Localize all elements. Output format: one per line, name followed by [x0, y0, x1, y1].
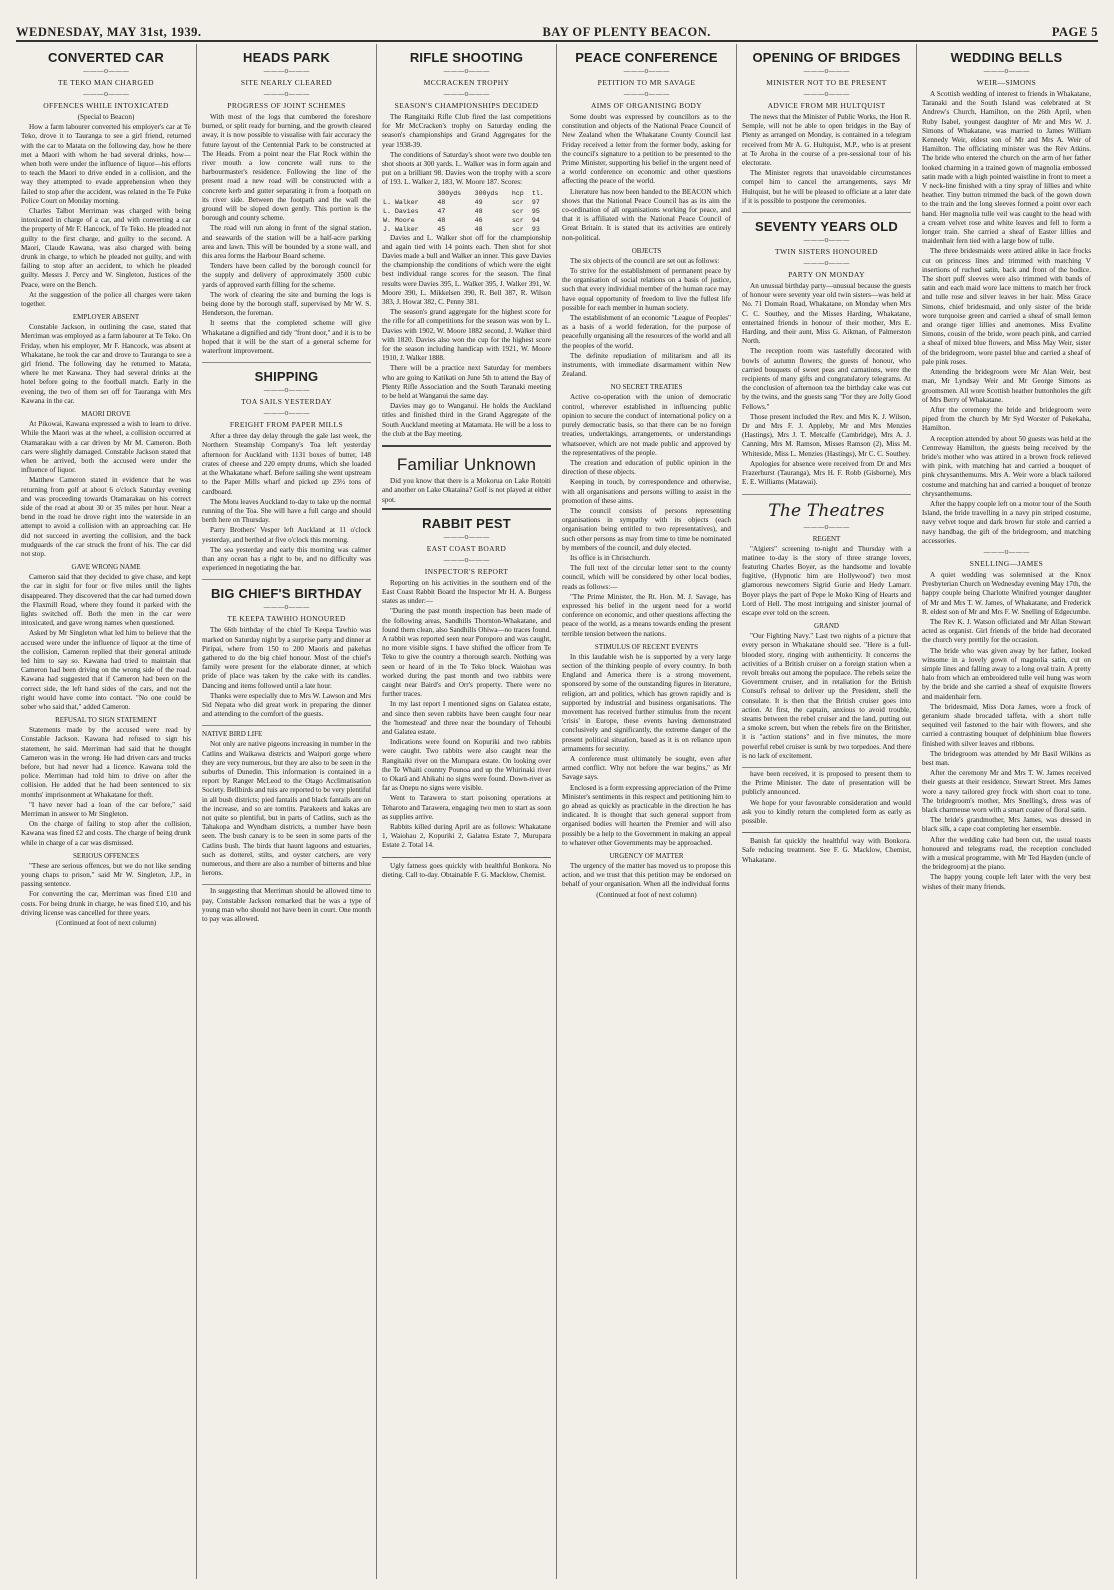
table-cell: scr — [511, 225, 524, 233]
table-cell: 48 — [437, 216, 446, 224]
paragraph: "These are serious offences, but we do not like sending young chaps to prison," said Mr W. Singleton, J.P., in passing sentence. — [21, 861, 191, 889]
paragraph: The bridegroom was attended by Mr Basil Wilkins as best man. — [922, 749, 1091, 768]
paragraph: After the ceremony the bride and bridegroom were piped from the church by Mr Syd Worster of Pukekaha, Hamilton. — [922, 405, 1091, 433]
paragraph: It seems that the completed scheme will give Whakatane a dignified and tidy "front door," and it is to be hoped that it will be the start of a general scheme for waterfront improvement. — [202, 319, 371, 356]
paragraph: The bridesmaid, Miss Dora James, wore a frock of geranium shade brocaded taffeta, with a short tulle sequined veil fastened to the hair with flowers, and she carried a contrasting bouquet of delphinium blue flowers finished with silver leaves and ribbons. — [922, 702, 1091, 748]
paragraph: To strive for the establishment of permanent peace by the organisation of social relations on a basis of justice, such that every individual member of the human race may have equal opportunity of freedom to live the fullest life possible for each member in human society. — [562, 267, 731, 312]
paragraph: Active co-operation with the union of democratic control, wherever established in influencing public opinion to secure the conduct of international policy on a purely democratic basis, so that there can be no foreign treaties, undertakings, arrangements, or understandings whatsoever, which are not made public and approved by the representatives of the people. — [562, 393, 731, 457]
headline-peace-conference: PEACE CONFERENCE — [575, 50, 718, 65]
paragraph: Its office is in Christchurch. — [570, 553, 651, 562]
paragraph: For converting the car, Merriman was fined £10 and costs. For being drunk in charge, he was fined £10, and his driving license was cancelled for three years. — [21, 890, 191, 917]
paragraph: Charles Talbot Merriman was charged with being intoxicated in charge of a car, and with converting a car the property of Mr F. Hancock, of Te Teko. He pleaded not guilty to the first charge, and guilty to the second. A Maori, Claude Kawana, was also charged with being drunk in charge, to which he pleaded not guilty, and with failing to stop after an accident, to which he pleaded guilty. Messrs J. Percy and W. Singleton, Justices of the Peace, were on the Bench. — [21, 207, 191, 289]
paragraph: Enclosed is a form expressing appreciation of the Prime Minister's sentiments in this respect and petitioning him to go ahead as quickly as practicable in the direction he has indicated. It is thought that such general support from organised bodies will hearten the Premier and will also possibly be a help to the Government in making an appeal to whatever other Governments may be approached. — [562, 783, 731, 847]
byline: (Special to Beacon) — [77, 113, 135, 121]
paragraph: "The Prime Minister, the Rt. Hon. M. J. Savage, has expressed his belief in the urgent need for a world conference on economic, and other questions affecting the peace of the world, as a means towards ending the present terrible tension between the nations. — [562, 592, 731, 638]
paragraph: "Our Fighting Navy." Last two nights of a picture that every person in Whakatane should see. "Here is a full-blooded story, ringing with authenticity. It concerns the activities of a British cruiser on a foreign station when a revolt breaks out among the populace. The rebels seize the Government cruiser, and in retaliation for the British Consul's refusal to deliver up the President, shell the consulate. It is then that the British cruiser goes into action. At first, the captain, anxious to avoid trouble, steams between the rebel cruiser and the land, putting out a smoke screen, but when the rebels fire on the Britisher, it is "action stations" and in five minutes, the more powerful rebel cruiser is sunk by two torpedoes. And there is no lack of excitement. — [742, 632, 911, 760]
divider-ornament: ———o——— — [983, 67, 1030, 75]
table-cell: 49 — [474, 198, 483, 206]
paragraph: The sea yesterday and early this morning was calmer than any ocean has a right to be, and no difficulty was experienced in negotiating the bar. — [202, 545, 371, 573]
section-heading: OBJECTS — [631, 246, 662, 255]
paragraph: The Motu leaves Auckland to-day to take up the normal running of the Toa. She will have a full cargo and should berth here on Thursday. — [202, 497, 371, 525]
column-3 — [376, 44, 556, 1579]
headline-big-chief: BIG CHIEF'S BIRTHDAY — [210, 586, 363, 602]
subhead: MINISTER NOT TO BE PRESENT — [766, 78, 887, 87]
paragraph: Statements made by the accused were read by Constable Jackson. Kawana had refused to sign his statement, he said. Merriman had said that he thought Cameron was in the wrong. He had driven cars and trucks before, but had never had a licence. Kawana told the police. Merriman had told him to drive on after the collision. He added that he had been sentenced to six months' imprisonment at Whakatane for theft. — [21, 726, 191, 799]
divider-ornament: ———o——— — [263, 386, 310, 395]
paragraph: A quiet wedding was solemnised at the Knox Presbyterian Church on Wednesday evening May 17th, the happy couple being Charlotte Winifred younger daughter of Mr and Mrs T. W. James, of Whakatane, and Frederick R. eldest son of Mr and Mrs F. W. Snelling of Edgecumbe. — [922, 570, 1091, 616]
column-5 — [736, 44, 916, 1579]
advert-text: Ugly fatness goes quickly with healthful Bonkora. No dieting. Call to-day. Obtainable F. G. Macklow, Chemist. — [382, 861, 551, 879]
paragraph: Cameron said that they decided to give chase, and kept the car in sight for four or five miles until the lights disappeared. They discovered that the car had turned down the Flaxmill Road, where they found it parked with the lights switched off. Both the men in the car were intoxicated, and gave wrong names when questioned. — [21, 573, 191, 628]
paragraph: A Scottish wedding of interest to friends in Whakatane, Taranaki and the South Island was celebrated at St Andrew's Church, Hamilton, on the 26th April, when Ruby Isabel, youngest daughter of Mr and Mrs W. J. Simons of Whakatane, was married to James William Kennedy Weir, eldest son of Mr and Mrs A. Weir of Hamilton. The officiating minister was the Rev Atkins. The bride who entered the church on the arm of her father looked charming in a trained gown of magnolia embossed satin made with a high pointed waistline in front to meet a V neck-line finished with a tiny spray of lillies and white heather. Tiny button trimmed the back of the gown down to the train and the long sleeves formed a point over each hand. Her magnolia tulle veil was caught to the head with a cream velvet rose and white leaves and fell to form a longer train. She carried a sheaf of Easter lillies and maidenhair fern tied with a large bow of tulle. — [922, 90, 1091, 246]
paragraph: Thanks were especially due to Mrs W. Lawson and Mrs Sid Nepata who did great work in preparing the dinner and attending to the comfort of the guests. — [202, 691, 371, 719]
headline-rifle-shooting: RIFLE SHOOTING — [409, 50, 524, 65]
scores-table — [382, 189, 551, 234]
paragraph: The conditions of Saturday's shoot were two double ten shot shoots at 300 yards. L. Walker was in form again and put on a brilliant 98. Davies won the trophy with a score of 193. L. Walker 2, 183, W. Moore 187. Scores: — [382, 150, 551, 187]
subhead: TOA SAILS YESTERDAY — [241, 397, 332, 407]
divider-ornament: ———o——— — [443, 90, 490, 98]
headline-opening-of-bridges: OPENING OF BRIDGES — [752, 50, 901, 65]
subhead: ADVICE FROM MR HULTQUIST — [767, 101, 886, 110]
table-cell: scr — [511, 216, 524, 224]
paragraph: The Rev K. J. Watson officiated and Mr Allan Stewart acted as organist. Girl friends of the bride had decorated the church very prettily for the occasion. — [922, 617, 1091, 645]
columns — [16, 44, 1098, 1579]
paragraph: The full text of the circular letter sent to the county council, which will be considered by other local bodies, reads as follows:— — [562, 564, 731, 591]
divider-ornament: ———o——— — [443, 555, 490, 564]
table-cell: L. Walker — [383, 198, 419, 206]
section-heading: SERIOUS OFFENCES — [73, 851, 139, 860]
paragraph: The news that the Minister of Public Works, the Hon R. Semple, will not be able to open bridges in the Bay of Plenty as arranged on Monday, is contained in a telegram received from Mr A. G. Hultquist, M.P., who is at present at Te Aroha in the course of a pre-sessional tour of his electorate. — [742, 113, 911, 168]
paragraph: Rabbits killed during April are as follows: Whakatane 1, Waiohau 2, Kopuriki 2, Galatea Estate 7, Murupara Estate 2. Total 14. — [382, 822, 551, 850]
paragraph: The Rangitaiki Rifle Club fired the last competitions for Mr McCracken's trophy on Saturday ending the season's championships and Grand Aggregates for the year 1938-39. — [382, 113, 551, 149]
paragraph: There will be a practice next Saturday for members who are going to Katikati on June 5th to attend the Bay of Plenty Rifle Association and the South Taranaki meeting to be held at Wanganui the same day. — [382, 364, 551, 401]
paragraph: have been received, it is proposed to present them to the Prime Minister. The date of presentation will be publicly announced. — [742, 769, 911, 797]
section-heading: GRAND — [814, 622, 839, 631]
advertisement — [382, 857, 551, 880]
paragraph: After a three day delay through the gale last week, the Northern Steamship Company's Toa left yesterday afternoon for Auckland with 1131 boxes of butter, 148 crates of cheese and 220 empty drums, which she loaded at the Whakatane wharf. Before sailing she went upstream to the Paper Mills wharf and picked up 23½ tons of cardboard. — [202, 432, 371, 496]
divider-ornament: ———o——— — [803, 90, 850, 98]
paragraph: We hope for your favourable consideration and would ask you to kindly return the completed form as early as possible. — [742, 798, 911, 825]
divider-ornament: ———o——— — [263, 409, 310, 418]
headline-familiar-unknown: Familiar Unknown — [396, 455, 537, 475]
headline-the-theatres: The Theatres — [768, 500, 885, 521]
column-rule — [202, 362, 371, 363]
paper-name: BAY OF PLENTY BEACON. — [542, 25, 711, 39]
paragraph: In this laudable wish he is supported by a very large section of the thinking people of every country. In both England and America there is a strong movement, sponsored by some of the outstanding figures in literature, religion, art and politics, which has grown rapidly and is supported by industrial and business organisations. The movement has received further stimulus from the recent 'crisis' in Europe, these events having demonstrated conclusively and significantly, the extreme danger of the present political situation, based as it is on reliance upon armaments for security. — [562, 652, 731, 753]
subhead: EAST COAST BOARD — [426, 543, 507, 553]
table-header-cell: 300yds — [437, 189, 462, 197]
paragraph: After the ceremony Mr and Mrs T. W. James received their guests at their residence, Stewart Street. Mrs James wore a navy tailored grey frock with short coat to tone. The bridegroom's mother, Mrs Snelling's, dress was of black charmeuse worn with a smart coatee of floral satin. — [922, 769, 1091, 815]
divider-ornament: ———o——— — [82, 90, 130, 98]
subhead: MCCRACKEN TROPHY — [423, 78, 510, 87]
subhead: AIMS OF ORGANISING BODY — [590, 101, 703, 110]
subhead: FREIGHT FROM PAPER MILLS — [229, 420, 344, 430]
column-rule — [202, 725, 371, 726]
subhead: PARTY ON MONDAY — [788, 270, 865, 280]
paragraph: How a farm labourer converted his employer's car at Te Teko, drove it to Tauranga to see a girl friend, returned with the car to Matata on the following day, how he there met a Maori with whom he had several drinks, how—when both were under the influence of liquor—his efforts to teach the Maori to drive ended in a collision, and the way they attempted to evade apprehension when they failed to stop after the accident, was related in the Te Puke Police Court on Monday morning. — [21, 123, 191, 205]
subhead: SITE NEARLY CLEARED — [240, 78, 333, 87]
divider-ornament: ———o——— — [803, 67, 850, 75]
section-heading: NATIVE BIRD LIFE — [202, 730, 263, 739]
paragraph: With most of the logs that cumbered the foreshore burned, or split ready for burning, and the growth cleared away, it is now possible to visualise with fair accuracy the future layout of the Centennial Park to be constructed at The Heads. From a point near the Flat Rock within the river mouth a low concrete wall runs to the harbourmaster's residence. Following the line of the present road a new road will be constructed with a concrete kerb and gutter separating it from a footpath on its river side. Between the footpath and the wall the ground will be sloped down gently. This portion is the borough and county scheme. — [202, 113, 371, 223]
continued-note: (Continued at foot of next column) — [55, 919, 157, 928]
paragraph: The 66th birthday of the chief Te Keepa Tawhio was marked on Saturday night by a surprise party and dinner at Piripai, where from 150 to 200 Maoris and pakehas gathered to do the big chief honour. Most of the chief's family were present for the elaborate dinner, at which pride of place was taken by the cake with its candles. Dancing and items followed until a late hour. — [202, 626, 371, 690]
divider-ornament: ———o——— — [983, 547, 1030, 556]
subhead: OFFENCES WHILE INTOXICATED — [43, 101, 169, 110]
section-heading: STIMULUS OF RECENT EVENTS — [594, 642, 699, 651]
table-header-cell: tl. — [531, 189, 544, 197]
column-rule — [742, 212, 911, 213]
table-row — [382, 225, 551, 234]
section-heading: NO SECRET TREATIES — [610, 383, 683, 392]
subhead: SNELLING—JAMES — [969, 558, 1044, 568]
paragraph: The reception room was tastefully decorated with bowls of autumn flowers; the guests of honour, who carried bouquets of sweet peas and carnations, were the recipients of many gifts and congratulatory telegrams. At the conclusion of afternoon tea the birthday cake was cut by the twins, and the guests sang "For they are Jolly Good Fellows." — [742, 347, 911, 411]
column-4 — [556, 44, 736, 1579]
advertisement — [742, 832, 911, 865]
column-6 — [916, 44, 1096, 1579]
paragraph: The Minister regrets that unavoidable circumstances compel him to cancel the arrangements, says Mr Hultquist, but he will be pleased to officiate at a later date if it is possible to postpone the ceremonies. — [742, 169, 911, 205]
divider-ornament: ———o——— — [263, 67, 310, 75]
table-header-row — [382, 189, 551, 198]
divider-ornament: ———o——— — [803, 522, 850, 531]
headline-converted-car: CONVERTED CAR — [48, 50, 164, 65]
divider-ornament: ———o——— — [623, 67, 670, 75]
paragraph: Keeping in touch, by correspondence and otherwise, with all organisations and persons willing to assist in the promotion of these aims. — [562, 478, 731, 505]
section-heading: GAVE WRONG NAME — [71, 563, 141, 572]
paragraph: Constable Jackson, in outlining the case, stated that Merriman was employed as a farm labourer at Te Teko. On Friday, when his employer, Mr F. Hancock, was absent at Whakatane, he took the car and drove to Tauranga to see a girl friend. The following day he returned to Matata, where he met Kawana. They had several drinks at the hotel before going to the football match. Early in the evening, the two of them set off for Tauranga with Mrs Kawana in the car. — [21, 323, 191, 405]
section-heading: EMPLOYER ABSENT — [72, 313, 140, 322]
paragraph: The six objects of the council are set out as follows: — [570, 256, 720, 265]
paragraph: Went to Tarawera to start poisoning operations at Teharoto and Tarawera, engaging two men to start as soon as supplies arrive. — [382, 794, 551, 821]
paragraph: The creation and education of public opinion in the direction of these objects. — [562, 458, 731, 477]
paragraph: The road will run along in front of the signal station, and seawards of the station will be a half-acre parking area and lawn. This will be bounded by a stone wall, and this area forms the Harbour Board scheme. — [202, 224, 371, 261]
table-cell: 93 — [531, 225, 540, 233]
page-number: PAGE 5 — [1051, 25, 1098, 39]
paragraph: An unusual birthday party—unusual because the guests of honour were seventy year old twin sisters—was held at No. 71 Domain Road, Whakatane, on Monday when Mrs C. C. Southey, and the Misses Harding, Whakatane, entertained friends in honour of their mother, Mrs E. Harding, and their aunt, Miss G. Aikman, of Palmerston North. — [742, 282, 911, 346]
paragraph: The definite repudiation of militarism and all its instruments, with immediate disarmament within New Zealand. — [562, 351, 731, 379]
column-1 — [16, 44, 196, 1579]
paragraph: A conference must ultimately be sought, even after armed conflict. Why not before the war begins," as Mr Savage says. — [562, 755, 731, 782]
paragraph: Davies and L. Walker shot off for the championship and again tied with 14 points each. Then shot for shot Davies made a bull and Walker an inner. This gave Davies the championship the conditions of which were the eight best individual range scores for the season. The final results were Davies 395, L. Walker 395, J. Walker 391, W. Moore 390, L. Mikkelsen 390, R. Bell 387, R. Wilson 383, J. Howat 382, C. Penny 381. — [382, 233, 551, 307]
table-header-cell: 300yds — [474, 189, 499, 197]
paragraph: In my last report I mentioned signs on Galatea estate, and since then seven rabbits have been caught four near the 'homestead' and three near the boundary of Tehoubi and Galatea estate. — [382, 700, 551, 736]
paragraph: Did you know that there is a Mokorua on Lake Rotoiti and another on Lake Okataina? Golf is not played at either spot. — [382, 477, 551, 504]
subhead: TE KEEPA TAWHIO HONOURED — [227, 614, 346, 624]
table-cell: scr — [511, 207, 524, 215]
paragraph: The work of clearing the site and burning the logs is being done by the borough staff, supervised by Mr W. S. Henderson, the foreman. — [202, 290, 371, 318]
paragraph: Apologies for absence were received from Dr and Mrs Frazerhurst (Tauranga), Mrs H. F. Robb (Gisborne), Mrs E. E. Williams (Matawai). — [742, 459, 911, 487]
table-cell: scr — [511, 198, 524, 206]
paragraph: Matthew Cameron stated in evidence that he was returning from golf at about 6 o'clock Saturday evening and was proceeding towards Otamarakau on his correct side of the road at about 30 or 35 miles per hour. Near a bend in the road he drove right into the waterside in an attempt to avoid a collision with an approaching car. He did not succeed in averting the collision, and the back mudguards of the car struck the front of his. The car did not stop. — [21, 476, 191, 558]
paragraph: "I have never had a loan of the car before," said Merriman in answer to Mr Singleton. — [21, 800, 191, 819]
paragraph: The season's grand aggregate for the highest score for the rifle for all competitions for the season was won by L. Davies with 1902, W. Moore 1882 second, J. Walker third with 1820. Davies also won the cup for the highest score for the season including handicap with 1921, W. Moore 1910, J. Walker 1888. — [382, 308, 551, 363]
table-header-cell: hcp — [511, 189, 524, 197]
column-rule — [742, 767, 911, 768]
table-cell: 94 — [531, 216, 540, 224]
divider-ornament: ———o——— — [623, 90, 670, 98]
section-heading: REGENT — [812, 534, 841, 543]
headline-heads-park: HEADS PARK — [243, 50, 330, 65]
paragraph: Literature has now been handed to the BEACON which shows that the National Peace Council has as its aim the co-ordination of all organisations working for peace, and that it is affiliated with the National Peace Council of Great Britain. It is stated that its activities are entirely non-political. — [562, 187, 731, 242]
paragraph: After the wedding cake had been cut, the usual toasts honoured and telegrams read, the reception concluded with a musical programme, with Mr Ted Hayden (uncle of the bridegroom) at the piano. — [922, 835, 1091, 872]
issue-date: WEDNESDAY, MAY 31st, 1939. — [16, 25, 202, 39]
table-cell: 97 — [531, 198, 540, 206]
column-rule — [202, 579, 371, 580]
divider-ornament: ———o——— — [443, 532, 490, 541]
headline-seventy-years-old: SEVENTY YEARS OLD — [754, 219, 899, 235]
paragraph: After the happy couple left on a motor tour of the South Island, the bride travelling in a navy pin striped costume, navy velvet toque and dark brown fur stole and carried a navy handbag, the gift of the bridegroom, and matching accessories. — [922, 499, 1091, 545]
paragraph: "Algiers" screening to-night and Thursday with a matinee to-day is the story of three strange lovers, featuring Charles Boyer, as the handsome and lovable fugitive, (Hypnotic him are Hollywood') two most glamorous newcomers Sigrid Gurie and Hedy Lamarr. Boyer plays the part of Pepe le Moko King of Hearts and Lord of Hell. The most intriguing and sinister journal of escape ever told on the screen. — [742, 544, 911, 617]
paragraph: In suggesting that Merriman should be allowed time to pay, Constable Jackson remarked that he was a type of young man who should not have been in court. One month to pay was allowed. — [202, 887, 371, 924]
paragraph: Davies may go to Wanganui. He holds the Auckland titles and finished third in the Grand Aggregate of the South Auckland meeting at Matamata. He will be a loss to the club at the Bay meeting. — [382, 402, 551, 438]
column-rule — [202, 884, 371, 885]
subhead: PROGRESS OF JOINT SCHEMES — [227, 101, 346, 110]
divider-ornament: ———o——— — [263, 603, 310, 612]
paragraph: A reception attended by about 50 guests was held at the Centreway Hamilton, the guests being received by the bride's mother who was attired in a brown frock relieved with pink, with matching hat and carried a bouquet of pink chrysanthemums. Mrs A. Weir wore a black tailored costume and matching hat and carried a bouquet of bronze chrysanthemums. — [922, 434, 1091, 498]
section-heading: URGENCY OF MATTER — [609, 852, 684, 861]
paragraph: Indications were found on Kopuriki and two rabbits were caught. Two rabbits were also caught near the Rangitaiki river on the Murupara estate. On looking over the Te Whaiti country Pounoa and up the Whirinaki river to Okarā and Ahikahi no signs were found. Down-river as far as Onepu no signs were visible. — [382, 738, 551, 793]
paragraph: Those present included the Rev. and Mrs K. J. Wilson, Dr and Mrs F. J. Appleby, Mr and Mrs Menzies (Hastings), Mrs J. T. Metcalfe (Cambridge), Mrs A. J. Canning, Mrs M. Ramson, Misses Ramson (2), Miss M. Whiteside, Miss L. Menzies (Hastings), Mr C. C. Southey. — [742, 412, 911, 458]
divider-ornament: ———o——— — [443, 67, 490, 75]
section-heading: MAORI DROVE — [81, 410, 131, 419]
paragraph: On the charge of failing to stop after the collision, Kawana was fined £2 and costs. The charge of being drunk while in charge of a car was dismissed. — [21, 820, 191, 847]
paragraph: The three bridesmaids were attired alike in lace frocks cut on princess lines and trimmed with matching V insertions of ruched satin, back and front of the bodice. The short puff sleeves were also trimmed with bands of satin and each maid wore lace mittens to match her frock and tulle rose and silver leaves in her hair. Miss Grace Simons, chief bridesmaid, and only sister of the bride wore turquoise green and carried a sheaf of small lemon and orange tiger lillies and anemones. Miss Evaline Simons, cousin of the bride, wore peach pink, and carried a sheaf of mixed blue flowers, and Miss May Weir, sister of the bridegroom, wore pastel blue and carried a sheaf of pale pink roses. — [922, 247, 1091, 366]
subhead: INSPECTOR'S REPORT — [424, 566, 509, 576]
table-cell: W. Moore — [383, 216, 415, 224]
subhead: SEASON'S CHAMPIONSHIPS DECIDED — [394, 101, 539, 110]
table-cell: 47 — [437, 207, 446, 215]
paragraph: The bride who was given away by her father, looked winsome in a lovely gown of magnolia satin, cut on simple lines and falling away to a long oval train. A pretty halo from which an embroidered tulle veil hung was worn by the bride and she carried a sheaf of exquisite flowers and maidenhair fern. — [922, 646, 1091, 701]
masthead — [16, 18, 1098, 42]
section-heading: REFUSAL TO SIGN STATEMENT — [55, 716, 157, 725]
paragraph: Attending the bridegroom were Mr Alan Weir, best man, Mr Lyndsay Weir and Mr George Simons as groomsmen. All wore Scottish heather buttonholes the gift of Mrs Berry of Whakatane. — [922, 368, 1091, 404]
advert-text: Banish fat quickly the healthful way with Bonkora. Safe reducing treatment. See F. G. Macklow, Chemist, Whakatane. — [742, 837, 911, 864]
divider-ornament: ———o——— — [803, 236, 850, 245]
table-cell: 48 — [474, 207, 483, 215]
paragraph: The urgency of the matter has moved us to propose this action, and we trust that this petition may be endorsed on behalf of your organisation. When all the individual forms — [562, 862, 731, 889]
paragraph: "During the past month inspection has been made of the following areas, Sandhills Thornton-Whakatane, and found them clean, also Sandhills Ohiwa—no traces found. A rabbit was reported seen near Poroporo and was caught, no more visible signs. I have shifted the officer from Te Teko to give the country a thorough search. Nothing was seen or heard of in the Te Teko block. Waiohau was worked during the past month and two rabbits were caught near Baird's and Orr's property. There were no further traces. — [382, 607, 551, 699]
divider-ornament: ———o——— — [263, 90, 310, 98]
paragraph: The council consists of persons representing organisations in sympathy with its objects (each organisation being entitled to two representatives), and such other persons as may from time to time be nominated by members of the council, and duly elected. — [562, 506, 731, 552]
divider-ornament: ———o——— — [803, 259, 850, 268]
table-cell: 45 — [437, 225, 446, 233]
table-row — [382, 216, 551, 225]
continued-note: (Continued at foot of next column) — [596, 890, 697, 899]
paragraph: Not only are native pigeons increasing in number in the Catlins and Waikawa districts and Waipori gorge where they are very numerous, but they are also to be seen in the suburbs of Dunedin. This information is contained in a report by Ranger McLeod to the Otago Acclimatisation Society. Bellbirds and tuis are reported to be very plentiful in all bush districts; pied fantails and black fantails are on the increase, and so are tomtits. Parakeets and kakas are not quite so plentiful, but in parts of Catlins, such as the Tahakopa and Wyndham districts, a number have been seen. The bush canary is to be seen in some parts of the Catlins bush. The birds that haunt lagoons and estuaries, such as dotterel, stilts, and oyster catchers, are very numerous, and there are also a number of bitterns and blue herons. — [202, 740, 371, 878]
headline-rabbit-pest: RABBIT PEST — [422, 515, 511, 531]
table-cell: 48 — [437, 198, 446, 206]
table-cell: 46 — [474, 216, 483, 224]
paragraph: Reporting on his activities in the southern end of the East Coast Rabbit Board the Inspector Mr H. A. Burgess states as under:— — [382, 578, 551, 606]
familiar-unknown-box — [382, 445, 551, 510]
divider-ornament: ———o——— — [82, 67, 130, 75]
table-row — [382, 198, 551, 207]
subhead: TWIN SISTERS HONOURED — [775, 247, 878, 257]
paragraph: The bride's grandmother, Mrs James, was dressed in black silk, a cape coat completing her ensemble. — [922, 816, 1091, 834]
table-header-cell — [382, 189, 436, 198]
paragraph: The establishment of an economic "League of Peoples" as a basis of a world federation, for the purpose of peacefully organising all the resources of the world and all the peoples of the world. — [562, 314, 731, 350]
subhead: TE TEKO MAN CHARGED — [58, 78, 154, 87]
subhead: WEIR—SIMONS — [976, 78, 1037, 87]
column-rule — [742, 494, 911, 495]
paragraph: Some doubt was expressed by councillors as to the constitution and objects of the National Peace Council of New Zealand when the Whakatane County Council last Friday received a letter from the former body, asking for the council's signature to a petition to be presented to the Prime Minister, supporting his belief in the urgent need of a world conference on economic and other questions affecting the peace of the world. — [562, 113, 731, 186]
headline-shipping: SHIPPING — [254, 369, 319, 385]
paragraph: The happy young couple left later with the very best wishes of their many friends. — [922, 873, 1091, 891]
paragraph: Asked by Mr Singleton what led him to believe that the accused were under the influence of liquor at the time of the collision, Cameron replied that their general attitude led him to say so. Kawana had tried to maintain that Cameron had been driving on the wrong side of the road. Kawana had suggested that if Cameron had been on the correct side, the left hand sides of the cars, and not the right would have come into contact. "No one could be sober who said that," added Cameron. — [21, 629, 191, 711]
table-row — [382, 207, 551, 216]
table-cell: 48 — [474, 225, 483, 233]
paragraph: Parry Brothers' Vesper left Auckland at 11 o'clock yesterday, and berthed at five o'clock this morning. — [202, 526, 371, 544]
paragraph: At Pikowai, Kawana expressed a wish to learn to drive. While the Maori was at the wheel, a collision occurred at Otamarakau with a car driven by Mr M. Cameron. Both cars were slightly damaged. Constable Jackson stated that when he arrived, both the accused were under the influence of liquor. — [21, 420, 191, 475]
paragraph: At the suggestion of the police all charges were taken together. — [21, 290, 191, 309]
headline-wedding-bells: WEDDING BELLS — [950, 50, 1063, 65]
subhead: PETITION TO MR SAVAGE — [597, 78, 696, 87]
column-2 — [196, 44, 376, 1579]
table-cell: L. Davies — [383, 207, 419, 215]
table-cell: 95 — [531, 207, 540, 215]
table-cell: J. Walker — [383, 225, 419, 233]
paragraph: Tenders have been called by the borough council for the supply and delivery of approximately 3500 cubic yards of approved earth filling for the scheme. — [202, 262, 371, 289]
